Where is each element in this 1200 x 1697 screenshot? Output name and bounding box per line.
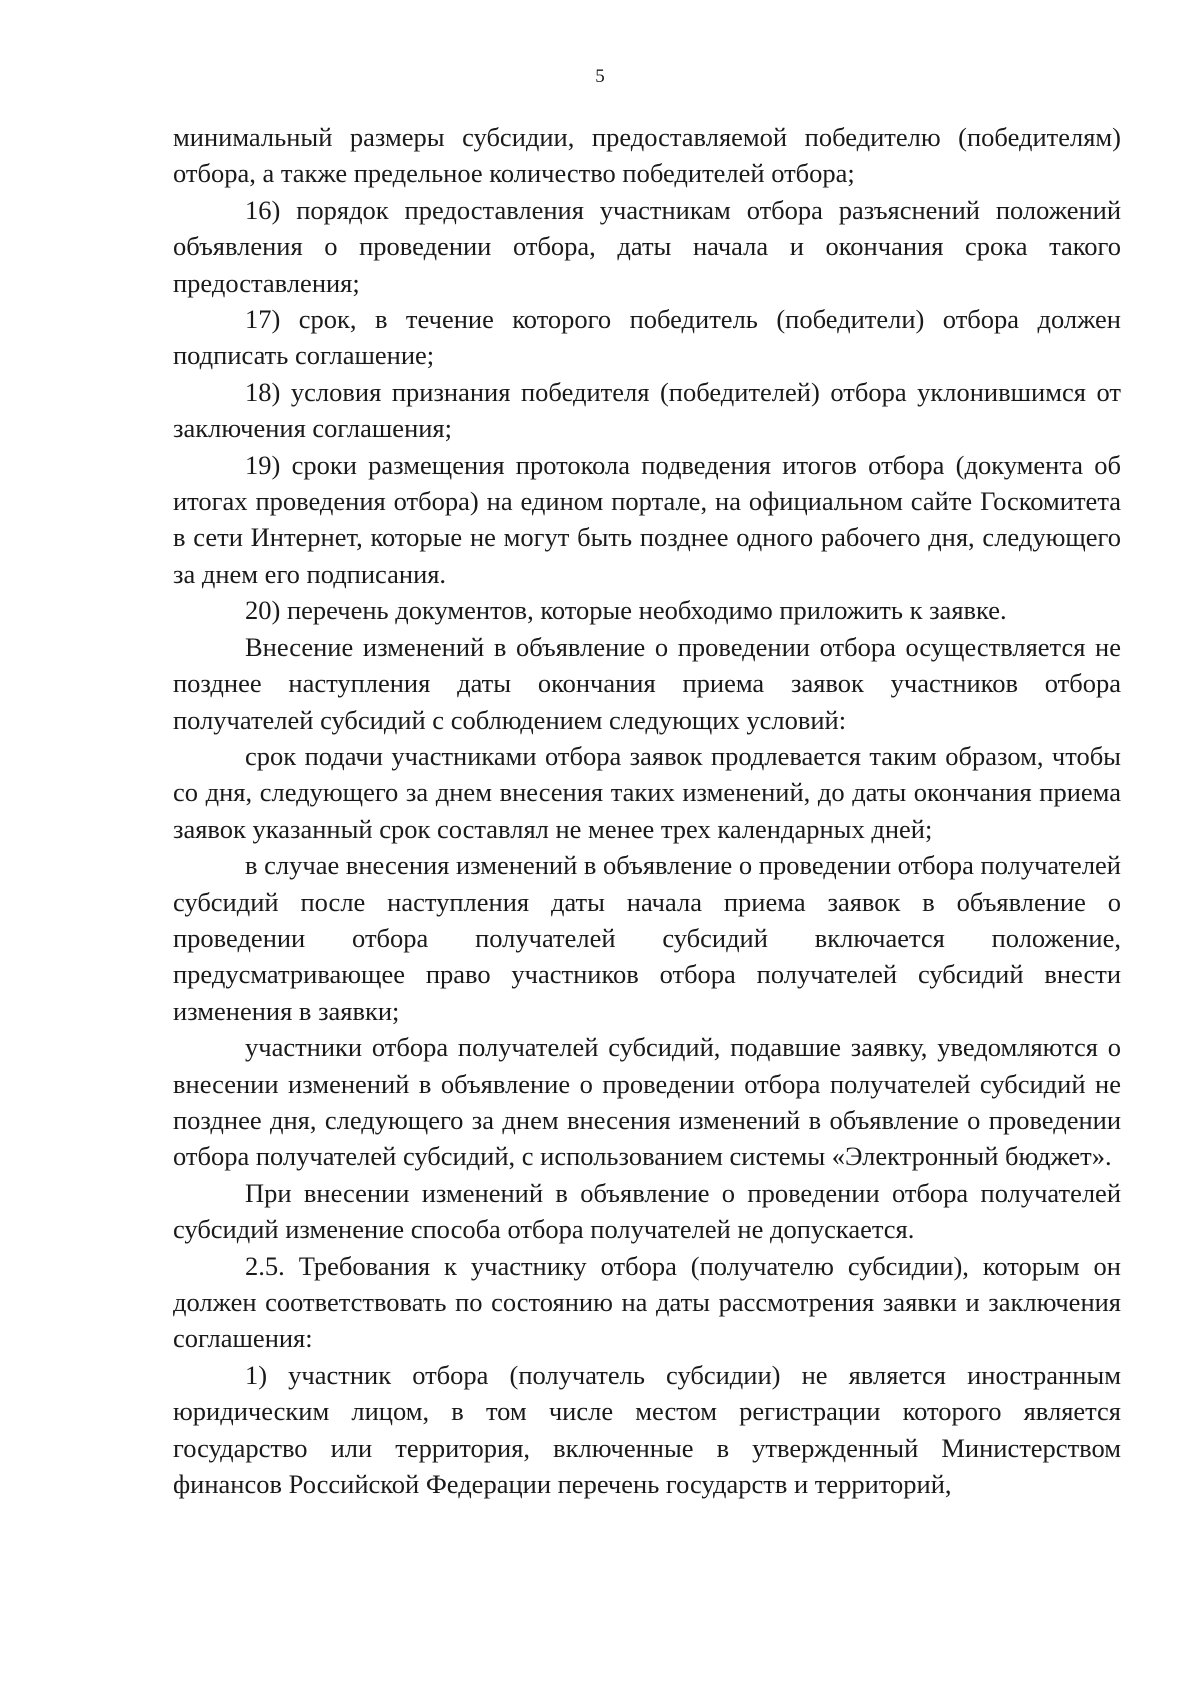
paragraph: 2.5. Требования к участнику отбора (получателю субсидии), которым он должен соответствовать по состоянию на даты рассмотрения заявки и заключения соглашения: — [173, 1250, 1121, 1354]
paragraph: 16) порядок предоставления участникам отбора разъяснений положений объявления о проведении отбора, даты начала и окончания срока такого предоставления; — [173, 194, 1121, 298]
document-body — [173, 119, 1121, 1502]
paragraph: минимальный размеры субсидии, предоставляемой победителю (победителям) отбора, а также предельное количество победителей отбора; — [173, 122, 1121, 189]
page-number: 5 — [595, 66, 605, 87]
paragraph: При внесении изменений в объявление о проведении отбора получателей субсидий изменение способа отбора получателей не допускается. — [173, 1177, 1121, 1245]
paragraph: в случае внесения изменений в объявление о проведении отбора получателей субсидий после наступления даты начала приема заявок в объявление о проведении отбора получателей субсидий включается положение, предусматривающее право участников отбора получателей субсидий внести изменения в заявки; — [173, 850, 1121, 1026]
paragraph: 19) сроки размещения протокола подведения итогов отбора (документа об итогах проведения отбора) на едином портале, на официальном сайте Госкомитета в сети Интернет, которые не могут быть позднее одного рабочего дня, следующего за днем его подписания. — [173, 449, 1121, 589]
paragraph: Внесение изменений в объявление о проведении отбора осуществляется не позднее наступления даты окончания приема заявок участников отбора получателей субсидий с соблюдением следующих условий: — [173, 631, 1121, 735]
paragraph: 1) участник отбора (получатель субсидии) не является иностранным юридическим лицом, в том числе местом регистрации которого является государство или территория, включенные в утвержденный Министерством финансов Российской Федерации перечень государств и территорий, — [173, 1359, 1121, 1500]
paragraph: 20) перечень документов, которые необходимо приложить к заявке. — [245, 595, 1007, 626]
paragraph: 18) условия признания победителя (победителей) отбора уклонившимся от заключения соглашения; — [173, 376, 1121, 444]
paragraph: участники отбора получателей субсидий, подавшие заявку, уведомляются о внесении изменений в объявление о проведении отбора получателей субсидий не позднее дня, следующего за днем внесения изменений в объявление о проведении отбора получателей субсидий, с использованием системы «Электронный бюджет». — [173, 1032, 1121, 1172]
paragraph: срок подачи участниками отбора заявок продлевается таким образом, чтобы со дня, следующего за днем внесения таких изменений, до даты окончания приема заявок указанный срок составлял не менее трех календарных дней; — [173, 740, 1121, 844]
paragraph: 17) срок, в течение которого победитель (победители) отбора должен подписать соглашение; — [173, 304, 1121, 371]
